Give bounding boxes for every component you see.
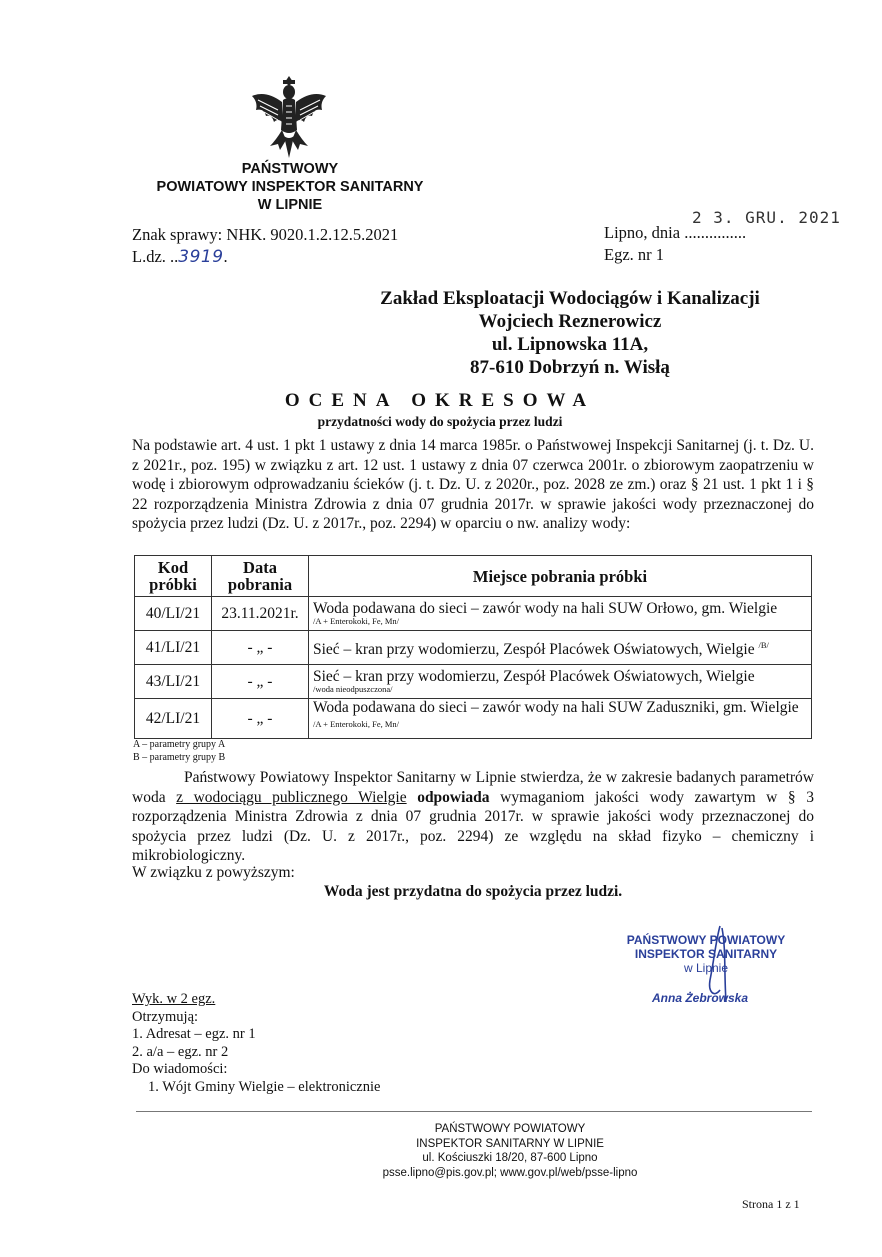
ldz-number: 3919 bbox=[178, 247, 224, 267]
cell-params: /A + Enterokoki, Fe, Mn/ bbox=[313, 616, 400, 626]
cell-date: - „ - bbox=[212, 665, 309, 699]
verdict-word: odpowiada bbox=[417, 788, 490, 806]
cell-place: Sieć – kran przy wodomierzu, Zespół Placówek Oświatowych, Wielgie /woda nieodpuszczona/ bbox=[309, 665, 812, 699]
cell-params: /B/ bbox=[758, 639, 769, 650]
assessment-paragraph: Państwowy Powiatowy Inspektor Sanitarny w Lipnie stwierdza, że w zakresie badanych parametrów woda z wodociągu publicznego Wielgie odpowiada wymaganiom jakości wody zawartym w § 3 rozporządzenia Ministra Zdrowia z dnia 07 grudnia 2017r. w sprawie jakości wody przeznaczonej do spożycia przez ludzi (Dz. U. z 2017r., poz. 2294) ze względu na skład fizyko – chemiczny i mikrobiologiczny. bbox=[132, 769, 814, 864]
table-row bbox=[135, 699, 812, 739]
cell-params: /woda nieodpuszczona/ bbox=[313, 684, 393, 694]
document-subtitle: przydatności wody do spożycia przez ludzi bbox=[317, 414, 563, 429]
signer-name: Anna Żebrowska bbox=[652, 991, 749, 1005]
cell-date: 23.11.2021r. bbox=[212, 597, 309, 631]
header-place: Miejsce pobrania próbki bbox=[309, 556, 812, 597]
cell-code: 41/LI/21 bbox=[135, 631, 212, 665]
case-label: Znak sprawy: bbox=[132, 225, 223, 244]
ldz-label: L.dz. .. bbox=[132, 247, 179, 266]
addressee-block: Zakład Eksploatacji Wodociągów i Kanalizacji Wojciech Reznerowicz ul. Lipnowska 11A, 87-610 Dobrzyń n. Wisłą bbox=[380, 288, 760, 378]
case-reference: Znak sprawy: NHK. 9020.1.2.12.5.2021 L.dz. ..3919. bbox=[132, 225, 399, 267]
table-notes: A – parametry grupy A B – parametry grupy B bbox=[133, 739, 226, 763]
cell-code: 40/LI/21 bbox=[135, 597, 212, 631]
cell-code: 42/LI/21 bbox=[135, 699, 212, 739]
document-title: OCENA OKRESOWA bbox=[284, 390, 596, 411]
copy-number: Egz. nr 1 bbox=[604, 245, 665, 264]
polish-eagle-emblem-icon bbox=[246, 70, 332, 162]
footer: PAŃSTWOWY POWIATOWY INSPEKTOR SANITARNY W LIPNIE ul. Kościuszki 18/20, 87-600 Lipno psse.lipno@pis.gov.pl; www.gov.pl/web/psse-lipno bbox=[382, 1123, 638, 1179]
institution-name: PAŃSTWOWY POWIATOWY INSPEKTOR SANITARNY W LIPNIE bbox=[156, 161, 424, 213]
case-number: NHK. 9020.1.2.12.5.2021 bbox=[226, 225, 399, 244]
table-row bbox=[135, 665, 812, 699]
date-stamp: 2 3. GRU. 2021 bbox=[692, 208, 841, 227]
cell-date: - „ - bbox=[212, 699, 309, 739]
cell-place: Woda podawana do sieci – zawór wody na hali SUW Orłowo, gm. Wielgie /A + Enterokoki, Fe, Mn/ bbox=[309, 597, 812, 631]
footer-divider bbox=[136, 1111, 812, 1112]
cell-place: Sieć – kran przy wodomierzu, Zespół Placówek Oświatowych, Wielgie $^{/B/}$ bbox=[309, 631, 812, 665]
place-date bbox=[604, 222, 746, 266]
legal-basis-paragraph: Na podstawie art. 4 ust. 1 pkt 1 ustawy z dnia 14 marca 1985r. o Państwowej Inspekcji Sanitarnej (j. t. Dz. U. z 2021r., poz. 195) w związku z art. 12 ust. 1 ustawy z dnia 07 czerwca 2001r. o zbiorowym zaopatrzeniu w wodę i zbiorowym odprowadzaniu ścieków (j. t. Dz. U. z 2020r., poz. 2028 ze zm.) oraz § 21 ust. 1 pkt 1 i § 22 rozporządzenia Ministra Zdrowia z dnia 07 grudnia 2017r. w sprawie jakości wody przeznaczonej do spożycia przez ludzi (Dz. U. z 2017r., poz. 2294) w oparciu o nw. analizy wody: bbox=[132, 437, 814, 532]
cell-date: - „ - bbox=[212, 631, 309, 665]
water-supply-name: z wodociągu publicznego Wielgie bbox=[176, 788, 407, 806]
cell-code: 43/LI/21 bbox=[135, 665, 212, 699]
official-stamp: PAŃSTWOWY POWIATOWY INSPEKTOR SANITARNY w Lipnie bbox=[626, 933, 786, 975]
cell-params: /A + Enterokoki, Fe, Mn/ bbox=[313, 719, 400, 729]
cell-place: Woda podawana do sieci – zawór wody na hali SUW Zaduszniki, gm. Wielgie $^{/A + Enterokoki, Fe, Mn/}$ bbox=[309, 699, 812, 739]
distribution-list: Wyk. w 2 egz. Otrzymują: 1. Adresat – egz. nr 1 2. a/a – egz. nr 2 Do wiadomości: 1. Wójt Gminy Wielgie – elektronicznie bbox=[132, 991, 381, 1095]
header-code: Kod próbki bbox=[135, 556, 212, 597]
table-row bbox=[135, 631, 812, 665]
samples-table bbox=[134, 555, 812, 739]
page-number: Strona 1 z 1 bbox=[742, 1197, 800, 1211]
conclusion-lead: W związku z powyższym: bbox=[132, 864, 295, 881]
place-label: Lipno, dnia ............... bbox=[604, 223, 747, 242]
table-header-row bbox=[135, 556, 812, 597]
header-date: Data pobrania bbox=[212, 556, 309, 597]
conclusion: Woda jest przydatna do spożycia przez ludzi. bbox=[323, 883, 623, 900]
table-row bbox=[135, 597, 812, 631]
